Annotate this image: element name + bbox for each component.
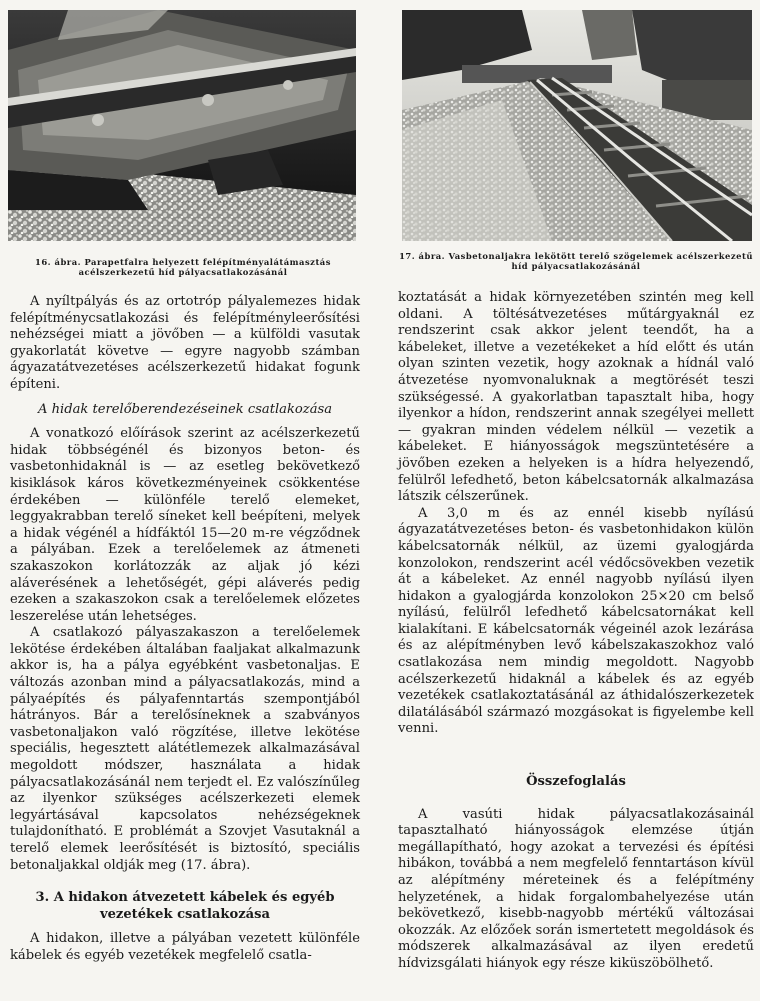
paragraph: A 3,0 m és az ennél kisebb nyílású ágyazatátvezetéses beton- és vasbetonhidakon külön kábelcsatornák nélkül, az üzemi gyalogjárda konzolokon, rendszerint acél védőcsövekben vezetik át a kábeleket. Az ennél nagyobb nyílású ilyen hidakon a gyalogjárda konzolokon 25×20 cm belső nyílású, felülről lefedhető kábelcsatornákat kell kialakítani. E kábelcsatornák végeinél azok lezárása és az alépítményben levő kábelszakaszokhoz való csatlakozása nem mindig megoldott. Nagyobb acélszerkezetű hidaknál a kábelek és az egyéb vezetékek csatlakoztatásánál az áthidalószerkezetek dilatálásából származó mozgásokat is figyelembe kell venni.: [398, 505, 754, 737]
figure-17-photo: [402, 10, 752, 241]
figure-16-caption: 16. ábra. Parapetfalra helyezett felépítményalátámasztás acélszerkezetű híd pályacsatlakozásánál: [35, 257, 331, 277]
section-heading: 3. A hidakon átvezetett kábelek és egyéb vezetékek csatlakozása: [35, 890, 335, 922]
paragraph: A nyíltpályás és az ortotróp pályalemezes hidak felépítménycsatlakozási és felépítményleerősítési nehézségei miatt a jövőben — a külföldi vasutak gyakorlatát követve — egyre nagyobb számban ágyazatátvezetéses acélszerkezetű hidakat fogunk építeni.: [10, 294, 360, 392]
left-column: [10, 294, 360, 965]
right-column: [398, 290, 754, 973]
paragraph: koztatását a hidak környezetében szintén meg kell oldani. A töltésátvezetéses műtárgyaknál ez rendszerint csak akkor jelent teendőt, ha a kábeleket, illetve a vezetékeket a híd előtt és után olyan szinten vezetik, hogy azoknak a hídnál való átvezetése nyomvonaluknak a megtörését teszi szükségessé. A gyakorlatban tapasztalt hiba, hogy ilyenkor a hídon, rendszerint annak szegélyei mellett — gyakran minden védelem nélkül — vezetik a kábeleket. E hiányosságok megszüntetésére a jövőben ezeken a helyeken is a hídra helyezendő, felülről lefedhető, beton kábelcsatornák alkalmazása látszik célszerűnek.: [398, 290, 754, 505]
paragraph: A vonatkozó előírások szerint az acélszerkezetű hidak többségénél és bizonyos beton- és vasbetonhidaknál is — az esetleg bekövetkező kisiklások káros következményeinek csökkentése érdekében — különféle terelő elemeket, leggyakrabban terelő síneket kell beépíteni, melyek a hidak végénél a hídfáktól 15—20 m-re végződnek a pályában. Ezek a terelőelemek az átmeneti szakaszokon korlátozzák az aljak jó kézi aláverésének a lehetőségét, gépi aláverés pedig ezeken a szakaszokon csak a terelőelemek előzetes leszerelése után lehetséges.: [10, 426, 360, 624]
figure-17-caption: 17. ábra. Vasbetonaljakra lekötött terelő szögelemek acélszerkezetű híd pályacsatlakozásánál: [399, 251, 753, 271]
figure-16-photo: [8, 10, 356, 241]
summary-heading: Összefoglalás: [526, 774, 626, 790]
paragraph: A hidakon, illetve a pályában vezetett különféle kábelek és egyéb vezetékek megfelelő csatla-: [10, 931, 360, 963]
section-heading: A hidak terelőberendezéseinek csatlakozása: [37, 401, 333, 417]
paragraph: A vasúti hidak pályacsatlakozásainál tapasztalható hiányosságok elemzése útján megállapítható, hogy azokat a tervezési és építési hibákon, továbbá a nem megfelelő fenntartáson kívül az alépítmény méreteinek és a felépítmény helyzetének, a hidak forgalombahelyezése után bekövetkező, kisebb-nagyobb mértékű változásai okozzák. Az előzőek során ismertetett megoldások és módszerek alkalmazásával az ilyen eredetű hídvizsgálati hiányok egy része kiküszöbölhető.: [398, 806, 754, 971]
paragraph: A csatlakozó pályaszakaszon a terelőelemek lekötése érdekében általában faaljakat alkalmazunk akkor is, ha a pálya egyébként vasbetonaljas. E változás azonban mind a pályacsatlakozás, mind a pályaépítés és pályafenntartás szempontjából hátrányos. Bár a terelősíneknek a szabványos vasbetonaljakon való rögzítése, illetve lekötése speciális, hegesztett alátétlemezek alkalmazásával megoldott módszer, használata a hidak pályacsatlakozásánál nem terjedt el. Ez valószínűleg az ilyenkor szükséges acélszerkezeti elemek legyártásával kapcsolatos nehézségeknek tulajdonítható. E problémát a Szovjet Vasutaknál a terelő elemek leerősítését is biztosító, speciális betonaljakkal oldják meg (17. ábra).: [10, 625, 360, 873]
